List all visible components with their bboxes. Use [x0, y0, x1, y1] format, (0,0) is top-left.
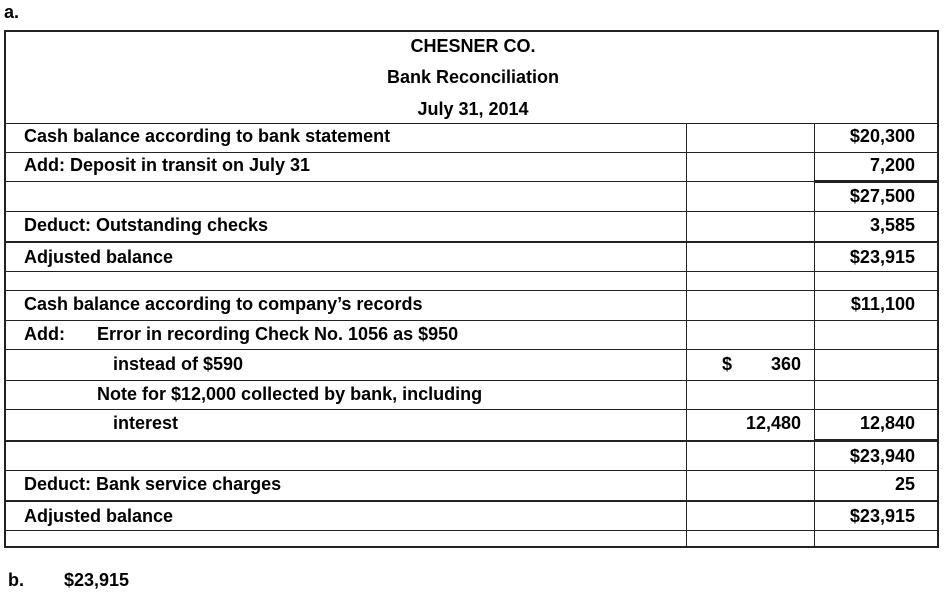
part-b-answer: $23,915	[64, 570, 130, 590]
note-amount: 12,480	[745, 413, 801, 433]
company-balance-amount: $11,100	[850, 294, 915, 314]
company-name: CHESNER CO.	[410, 36, 536, 56]
bank-adjusted-amount: $23,915	[849, 247, 915, 267]
table-rule	[4, 409, 939, 410]
table-rule	[4, 211, 939, 212]
table-rule	[4, 271, 939, 272]
service-charges-amount: 25	[894, 474, 915, 494]
part-a-label: a.	[4, 2, 20, 22]
statement-title: Bank Reconciliation	[386, 67, 560, 87]
error-check-continued-label: instead of $590	[113, 354, 244, 374]
column-rule	[686, 123, 687, 547]
table-rule	[4, 152, 939, 153]
bank-balance-amount: $20,300	[849, 126, 915, 146]
table-rule	[4, 241, 939, 243]
table-rule	[4, 470, 939, 471]
add-label: Add:	[24, 324, 65, 344]
part-b-label: b.	[8, 570, 24, 590]
company-adjusted-amount: $23,915	[849, 506, 915, 526]
table-rule	[4, 123, 939, 124]
note-interest-label: interest	[113, 413, 179, 433]
table-rule	[4, 349, 939, 350]
company-adjusted-label: Adjusted balance	[24, 506, 174, 526]
service-charges-label: Deduct: Bank service charges	[24, 474, 282, 494]
bank-balance-label: Cash balance according to bank statement	[24, 126, 391, 146]
bank-adjusted-label: Adjusted balance	[24, 247, 174, 267]
note-collected-label: Note for $12,000 collected by bank, including	[97, 384, 483, 404]
error-check-label: Error in recording Check No. 1056 as $950	[97, 324, 459, 344]
company-subtotal-amount: $23,940	[849, 446, 915, 466]
statement-date: July 31, 2014	[417, 99, 529, 119]
company-balance-label: Cash balance according to company’s records	[24, 294, 423, 314]
table-rule	[4, 530, 939, 531]
deposit-in-transit-amount: 7,200	[869, 155, 915, 175]
dollar-sign: $	[722, 354, 733, 374]
subtotal-rule	[814, 180, 939, 183]
deposit-in-transit-label: Add: Deposit in transit on July 31	[24, 155, 311, 175]
bank-subtotal-amount: $27,500	[849, 186, 915, 206]
additions-total-amount: 12,840	[859, 413, 915, 433]
table-rule	[4, 181, 939, 182]
error-check-amount: 360	[770, 354, 801, 374]
table-rule	[4, 380, 939, 381]
table-rule	[4, 500, 939, 502]
outstanding-checks-label: Deduct: Outstanding checks	[24, 215, 269, 235]
outstanding-checks-amount: 3,585	[869, 215, 915, 235]
table-rule	[4, 290, 939, 291]
table-rule	[4, 440, 939, 442]
table-rule	[4, 320, 939, 321]
subtotal-rule	[814, 439, 939, 442]
